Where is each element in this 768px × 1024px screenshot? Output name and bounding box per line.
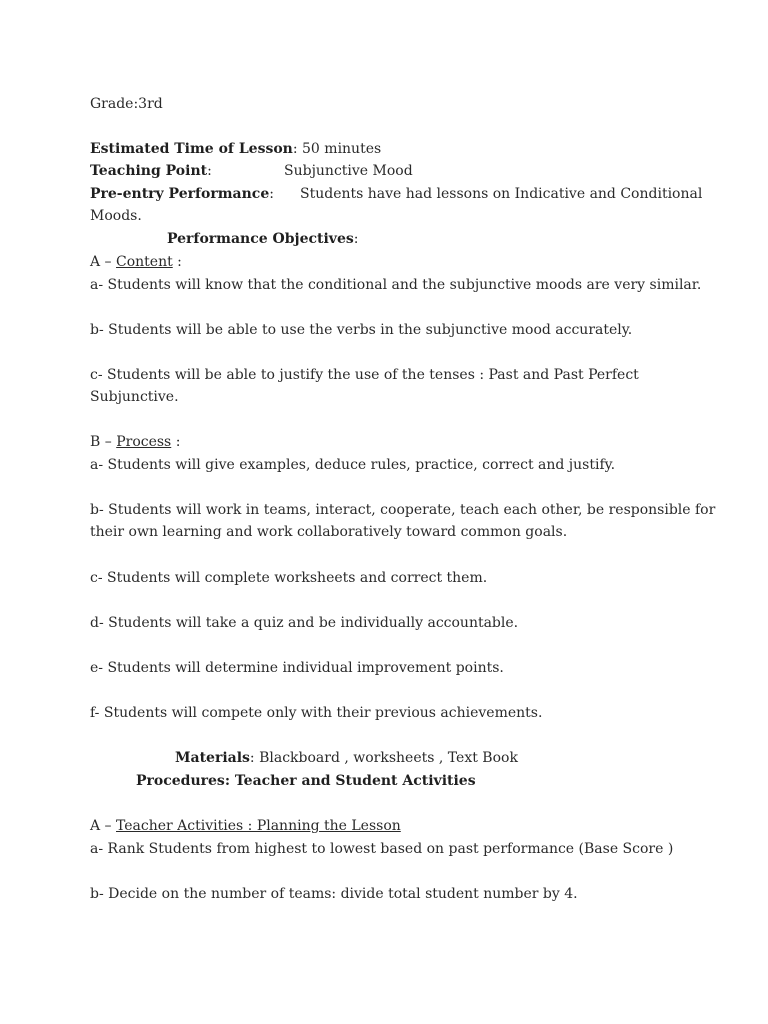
process-prefix: B –	[90, 434, 117, 450]
teaching-point-colon: :	[207, 163, 212, 179]
content-heading	[90, 251, 182, 273]
content-item-a: a- Students will know that the conditional and the subjunctive moods are very similar.	[90, 277, 702, 293]
process-heading	[90, 431, 180, 453]
materials-label: Materials	[175, 750, 250, 766]
estimated-time-line	[90, 138, 381, 160]
process-item-e: e- Students will determine individual improvement points.	[90, 660, 504, 676]
estimated-time-value: : 50 minutes	[292, 141, 382, 157]
content-suffix: :	[172, 254, 182, 270]
procedures-label: Procedures	[136, 773, 225, 789]
process-item-b: b- Students will work in teams, interact, cooperate, teach each other, be responsible for	[90, 502, 716, 518]
pre-entry-line	[90, 183, 274, 205]
pre-entry-continuation: Moods.	[90, 208, 142, 224]
estimated-time-label: Estimated Time of Lesson	[90, 141, 293, 157]
pre-entry-value: Students have had lessons on Indicative and Conditional	[300, 186, 703, 202]
teacher-item-a: a- Rank Students from highest to lowest based on past performance (Base Score )	[90, 841, 674, 857]
pre-entry-label: Pre-entry Performance	[90, 186, 270, 202]
process-title: Process	[116, 434, 172, 450]
process-suffix: :	[171, 434, 181, 450]
process-item-f: f- Students will compete only with their previous achievements.	[90, 705, 543, 721]
content-item-c-cont: Subjunctive.	[90, 389, 179, 405]
content-item-c: c- Students will be able to justify the use of the tenses : Past and Past Perfect	[90, 367, 639, 383]
process-item-b-cont: their own learning and work collaboratively toward common goals.	[90, 524, 568, 540]
objectives-heading-label: Performance Objectives	[167, 231, 354, 247]
objectives-heading	[167, 228, 358, 250]
materials-line	[175, 747, 518, 769]
teacher-item-b: b- Decide on the number of teams: divide total student number by 4.	[90, 886, 578, 902]
grade-line: Grade:3rd	[90, 96, 163, 112]
materials-value: : Blackboard , worksheets , Text Book	[249, 750, 518, 766]
teacher-activities-title: Teacher Activities : Planning the Lesson	[116, 818, 401, 834]
process-item-d: d- Students will take a quiz and be individually accountable.	[90, 615, 519, 631]
process-item-a: a- Students will give examples, deduce rules, practice, correct and justify.	[90, 457, 616, 473]
teaching-point-line	[90, 160, 212, 182]
content-item-b: b- Students will be able to use the verbs in the subjunctive mood accurately.	[90, 322, 633, 338]
teaching-point-value: Subjunctive Mood	[284, 163, 413, 179]
objectives-heading-colon: :	[353, 231, 359, 247]
teaching-point-label: Teaching Point	[90, 163, 208, 179]
procedures-line	[136, 770, 476, 792]
procedures-value: : Teacher and Student Activities	[224, 773, 476, 789]
teacher-activities-prefix: A –	[90, 818, 117, 834]
process-item-c: c- Students will complete worksheets and correct them.	[90, 570, 488, 586]
content-title: Content	[116, 254, 173, 270]
pre-entry-colon: :	[269, 186, 274, 202]
content-prefix: A –	[90, 254, 117, 270]
teacher-activities-heading	[90, 815, 401, 837]
